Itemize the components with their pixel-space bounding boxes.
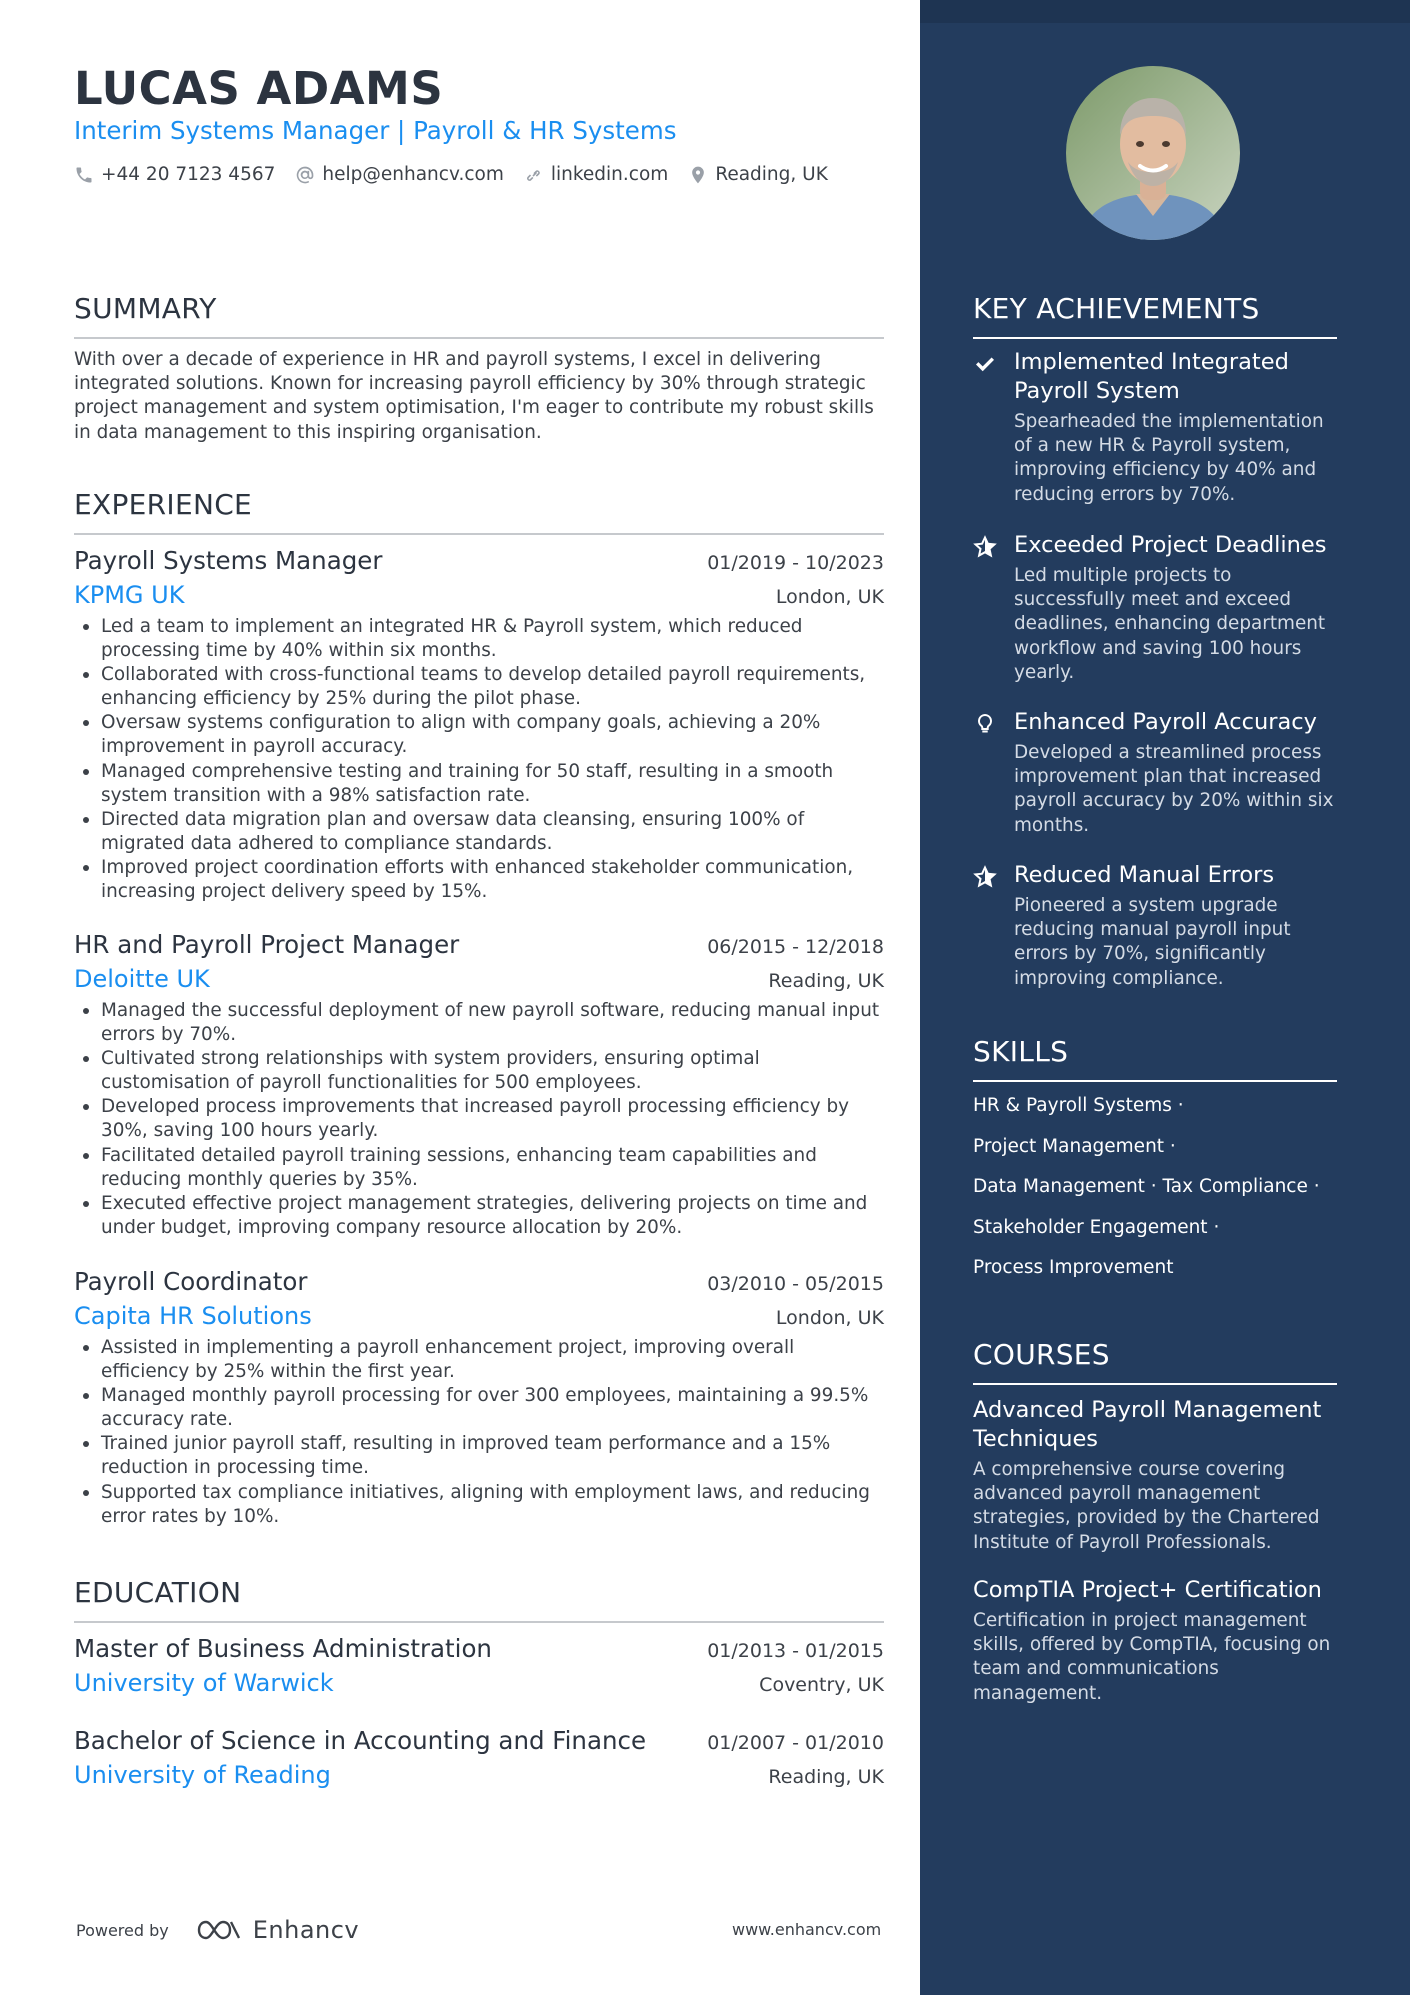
sidebar-top-band: [920, 0, 1410, 23]
school-location: Coventry, UK: [759, 1674, 884, 1696]
powered-by-label: Powered by: [76, 1920, 169, 1940]
star-icon: [973, 865, 997, 889]
job-title: Payroll Coordinator: [74, 1267, 308, 1296]
job-bullet: Led a team to implement an integrated HR & Payroll system, which reduced processing time by 40% within six months.: [74, 615, 884, 663]
job-bullet: Improved project coordination efforts with enhanced stakeholder communication, increasing project delivery speed by 15%.: [74, 856, 884, 904]
skill-line: Process Improvement: [973, 1257, 1174, 1278]
candidate-headline: Interim Systems Manager | Payroll & HR Systems: [74, 116, 677, 145]
job-bullets: [74, 615, 884, 904]
courses-heading: COURSES: [973, 1338, 1337, 1385]
education-dates: 01/2013 - 01/2015: [707, 1640, 884, 1662]
job-bullet: Supported tax compliance initiatives, aligning with employment laws, and reducing error rates by 10%.: [74, 1481, 884, 1529]
lightbulb-icon: [973, 712, 997, 736]
job-bullet: Cultivated strong relationships with system providers, ensuring optimal customisation of payroll functionalities for 500 employees.: [74, 1047, 884, 1095]
achievement-item: [973, 708, 1343, 838]
job-bullet: Facilitated detailed payroll training sessions, enhancing team capabilities and reducing monthly queries by 35%.: [74, 1144, 884, 1192]
checkmark-icon: [973, 352, 997, 376]
footer-website[interactable]: www.enhancv.com: [732, 1920, 882, 1939]
job-location: London, UK: [775, 1307, 884, 1329]
job-bullet: Oversaw systems configuration to align with company goals, achieving a 20% improvement in payroll accuracy.: [74, 711, 884, 759]
skill-line: HR & Payroll Systems ·: [973, 1095, 1184, 1116]
education-dates: 01/2007 - 01/2010: [707, 1732, 884, 1754]
course-item: [973, 1576, 1343, 1706]
experience-heading: EXPERIENCE: [74, 488, 884, 535]
job-bullet: Managed the successful deployment of new payroll software, reducing manual input errors by 70%.: [74, 999, 884, 1047]
email-text: help@enhancv.com: [322, 164, 504, 185]
achievement-item: [973, 531, 1343, 685]
achievement-item: [973, 348, 1343, 507]
achievement-description: Developed a streamlined process improvement plan that increased payroll accuracy by 20% within six months.: [1014, 742, 1334, 836]
achievement-title: Enhanced Payroll Accuracy: [1014, 709, 1317, 735]
contact-bar: [74, 164, 848, 185]
school-name[interactable]: University of Reading: [74, 1761, 331, 1789]
school-name[interactable]: University of Warwick: [74, 1669, 334, 1697]
job-bullet: Managed monthly payroll processing for over 300 employees, maintaining a 99.5% accuracy rate.: [74, 1384, 884, 1432]
footer-powered-by: [76, 1916, 359, 1944]
profile-portrait: [1066, 66, 1240, 240]
achievement-description: Spearheaded the implementation of a new HR & Payroll system, improving efficiency by 40% and reducing errors by 70%.: [1014, 411, 1324, 505]
job-bullet: Managed comprehensive testing and training for 50 staff, resulting in a smooth system transition with a 98% satisfaction rate.: [74, 760, 884, 808]
achievement-title: Exceeded Project Deadlines: [1014, 532, 1327, 558]
profile-photo: [1066, 66, 1240, 240]
star-icon: [973, 535, 997, 559]
job-dates: 06/2015 - 12/2018: [707, 936, 884, 958]
job-dates: 01/2019 - 10/2023: [707, 552, 884, 574]
course-title: CompTIA Project+ Certification: [973, 1577, 1322, 1603]
job-title: HR and Payroll Project Manager: [74, 930, 460, 959]
achievement-item: [973, 861, 1343, 991]
achievements-heading: KEY ACHIEVEMENTS: [973, 292, 1337, 339]
course-title: Advanced Payroll Management Techniques: [973, 1397, 1322, 1452]
job-entry: [74, 546, 884, 904]
job-bullet: Directed data migration plan and oversaw data cleansing, ensuring 100% of migrated data adhered to compliance standards.: [74, 808, 884, 856]
enhancv-logo-text: Enhancv: [252, 1916, 360, 1944]
job-bullets: [74, 999, 884, 1240]
skills-heading: SKILLS: [973, 1035, 1337, 1082]
link-icon: [524, 165, 544, 185]
summary-text: With over a decade of experience in HR and payroll systems, I excel in delivering integrated solutions. Known for increasing payroll efficiency by 30% through strategic project management and system optimisation, I'm eager to contribute my robust skills in data management to this inspiring organisation.: [74, 349, 874, 443]
job-bullet: Assisted in implementing a payroll enhancement project, improving overall efficiency by 25% within the first year.: [74, 1336, 884, 1384]
achievement-title: Implemented Integrated Payroll System: [1014, 349, 1289, 404]
phone-text: +44 20 7123 4567: [101, 164, 276, 185]
achievement-description: Led multiple projects to successfully meet and exceed deadlines, enhancing department workflow and saving 100 hours yearly.: [1014, 565, 1326, 683]
job-bullet: Trained junior payroll staff, resulting in improved team performance and a 15% reduction in processing time.: [74, 1432, 884, 1480]
company-name[interactable]: Deloitte UK: [74, 965, 210, 993]
candidate-name: LUCAS ADAMS: [74, 62, 444, 115]
summary-heading: SUMMARY: [74, 292, 884, 339]
job-bullet: Developed process improvements that increased payroll processing efficiency by 30%, saving 100 hours yearly.: [74, 1095, 884, 1143]
job-dates: 03/2010 - 05/2015: [707, 1273, 884, 1295]
enhancv-logo-icon: [195, 1917, 243, 1943]
at-sign-icon: [295, 165, 315, 185]
map-pin-icon: [688, 165, 708, 185]
job-entry: [74, 1267, 884, 1529]
contact-phone[interactable]: [74, 164, 275, 185]
course-description: A comprehensive course covering advanced payroll management strategies, provided by the Chartered Institute of Payroll Professionals.: [973, 1459, 1320, 1553]
location-text: Reading, UK: [715, 164, 828, 185]
job-location: London, UK: [775, 586, 884, 608]
achievement-title: Reduced Manual Errors: [1014, 862, 1275, 888]
phone-icon: [74, 165, 94, 185]
job-title: Payroll Systems Manager: [74, 546, 383, 575]
education-heading: EDUCATION: [74, 1576, 884, 1623]
job-bullet: Collaborated with cross-functional teams to develop detailed payroll requirements, enhancing efficiency by 25% during the pilot phase.: [74, 663, 884, 711]
skill-line: Stakeholder Engagement ·: [973, 1217, 1220, 1238]
school-location: Reading, UK: [768, 1766, 884, 1788]
course-item: [973, 1396, 1343, 1555]
education-entry: [74, 1726, 884, 1789]
contact-email[interactable]: [295, 164, 503, 185]
contact-linkedin[interactable]: [524, 164, 668, 185]
skill-line: Project Management ·: [973, 1136, 1176, 1157]
company-name[interactable]: Capita HR Solutions: [74, 1302, 312, 1330]
job-entry: [74, 930, 884, 1240]
job-bullets: [74, 1336, 884, 1529]
job-location: Reading, UK: [768, 970, 884, 992]
achievement-description: Pioneered a system upgrade reducing manual payroll input errors by 70%, significantly improving compliance.: [1014, 895, 1291, 989]
degree-title: Bachelor of Science in Accounting and Finance: [74, 1726, 647, 1755]
linkedin-text: linkedin.com: [550, 164, 669, 185]
skill-line: Data Management · Tax Compliance ·: [973, 1176, 1320, 1197]
contact-location: [688, 164, 828, 185]
course-description: Certification in project management skills, offered by CompTIA, focusing on team and communications management.: [973, 1610, 1331, 1704]
job-bullet: Executed effective project management strategies, delivering projects on time and under budget, improving company resource allocation by 20%.: [74, 1192, 884, 1240]
degree-title: Master of Business Administration: [74, 1634, 492, 1663]
company-name[interactable]: KPMG UK: [74, 581, 185, 609]
sidebar: [920, 0, 1410, 1995]
enhancv-logo[interactable]: [195, 1916, 359, 1944]
education-entry: [74, 1634, 884, 1697]
